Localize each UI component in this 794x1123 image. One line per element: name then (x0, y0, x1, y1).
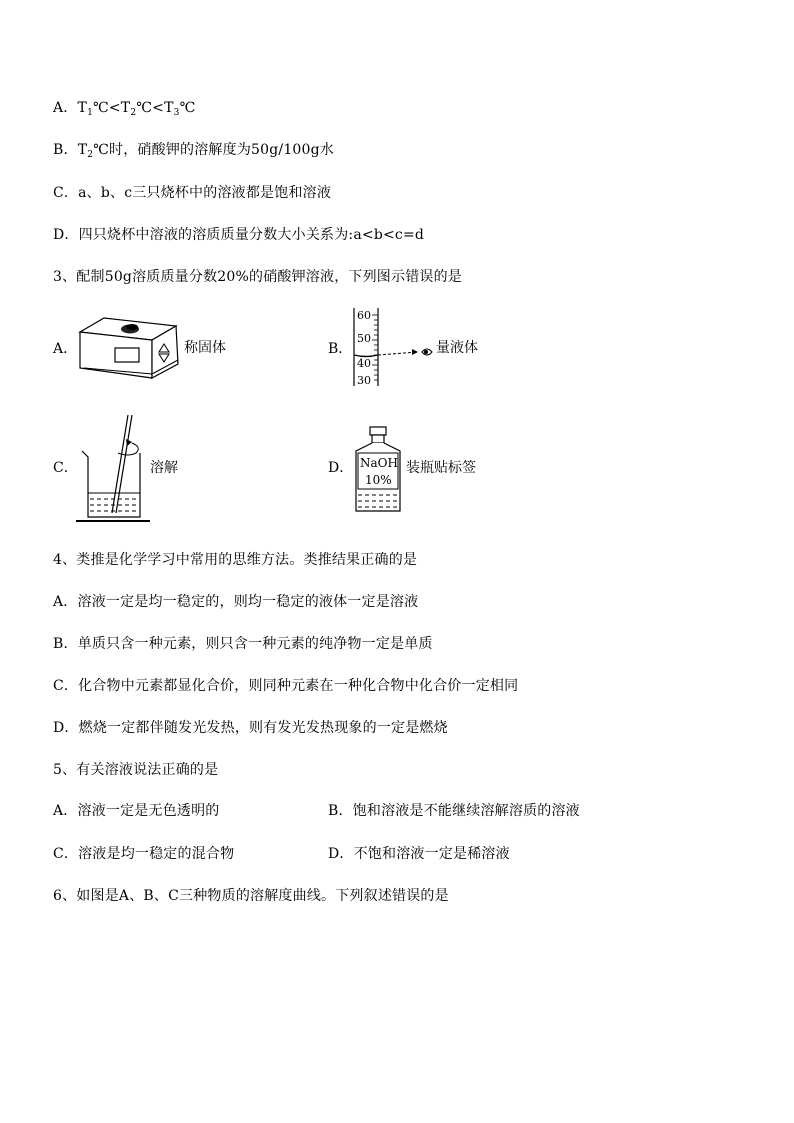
q2-option-a (53, 99, 195, 117)
subscript-2: 2 (130, 108, 137, 118)
beaker-figure (76, 413, 152, 525)
q5-stem: 5、有关溶液说法正确的是 (53, 762, 219, 778)
eye-icon (422, 349, 432, 355)
bottle-label-substance: NaOH (360, 456, 398, 470)
q3-fig-d-caption: 装瓶贴标签 (406, 460, 476, 476)
q2-option-c: C．a、b、c三只烧杯中的溶液都是饱和溶液 (53, 185, 332, 201)
q3-fig-a-letter: A． (53, 341, 78, 357)
bottle-label-concentration: 10% (365, 473, 392, 487)
q2-option-a-prefix: A．T (53, 100, 88, 116)
q3-fig-d-letter: D． (328, 460, 354, 476)
q3-fig-b-letter: B． (328, 341, 353, 357)
q2-option-a-part3: ℃<T (136, 100, 174, 116)
q3-fig-a-caption: 称固体 (184, 340, 226, 356)
q4-option-d: D．燃烧一定都伴随发光发热，则有发光发热现象的一定是燃烧 (53, 720, 448, 736)
q5-options-row-2 (53, 845, 510, 863)
q4-stem: 4、类推是化学学习中常用的思维方法。类推结果正确的是 (53, 552, 418, 568)
q4-option-a: A．溶液一定是均一稳定的，则均一稳定的液体一定是溶液 (53, 594, 419, 610)
q2-option-b-rest: ℃时，硝酸钾的溶解度为50g/100g水 (93, 142, 335, 158)
q4-option-b: B．单质只含一种元素，则只含一种元素的纯净物一定是单质 (53, 636, 433, 652)
q5-options-row-1 (53, 802, 580, 820)
q5-option-d: D．不饱和溶液一定是稀溶液 (328, 846, 510, 862)
measuring-cylinder-figure (344, 306, 438, 388)
scale-label-50: 50 (357, 332, 371, 345)
scale-label-30: 30 (357, 374, 371, 387)
q2-option-a-part4: ℃ (179, 100, 196, 116)
q3-fig-b-caption: 量液体 (436, 340, 478, 356)
q2-option-a-part2: ℃<T (93, 100, 131, 116)
scale-label-60: 60 (357, 309, 371, 322)
subscript-2: 2 (87, 150, 94, 160)
scale-label-40: 40 (357, 357, 371, 370)
q3-stem: 3、配制50g溶质质量分数20%的硝酸钾溶液，下列图示错误的是 (53, 269, 462, 285)
q2-option-d: D．四只烧杯中溶液的溶质质量分数大小关系为:a<b<c=d (53, 227, 425, 243)
q4-option-c: C．化合物中元素都显化合价，则同种元素在一种化合物中化合价一定相同 (53, 678, 519, 694)
subscript-3: 3 (173, 108, 180, 118)
q6-stem: 6、如图是A、B、C三种物质的溶解度曲线。下列叙述错误的是 (53, 888, 449, 904)
q5-option-c: C．溶液是均一稳定的混合物 (53, 846, 235, 862)
q5-option-b: B．饱和溶液是不能继续溶解溶质的溶液 (328, 803, 580, 819)
balance-figure (78, 316, 184, 382)
q5-option-a: A．溶液一定是无色透明的 (53, 803, 220, 819)
q2-option-b (53, 141, 334, 159)
q2-option-b-prefix: B．T (53, 142, 88, 158)
q3-fig-c-caption: 溶解 (150, 460, 178, 476)
reagent-bottle-figure (352, 425, 404, 515)
q3-fig-c-letter: C． (53, 460, 78, 476)
subscript-1: 1 (87, 108, 93, 118)
